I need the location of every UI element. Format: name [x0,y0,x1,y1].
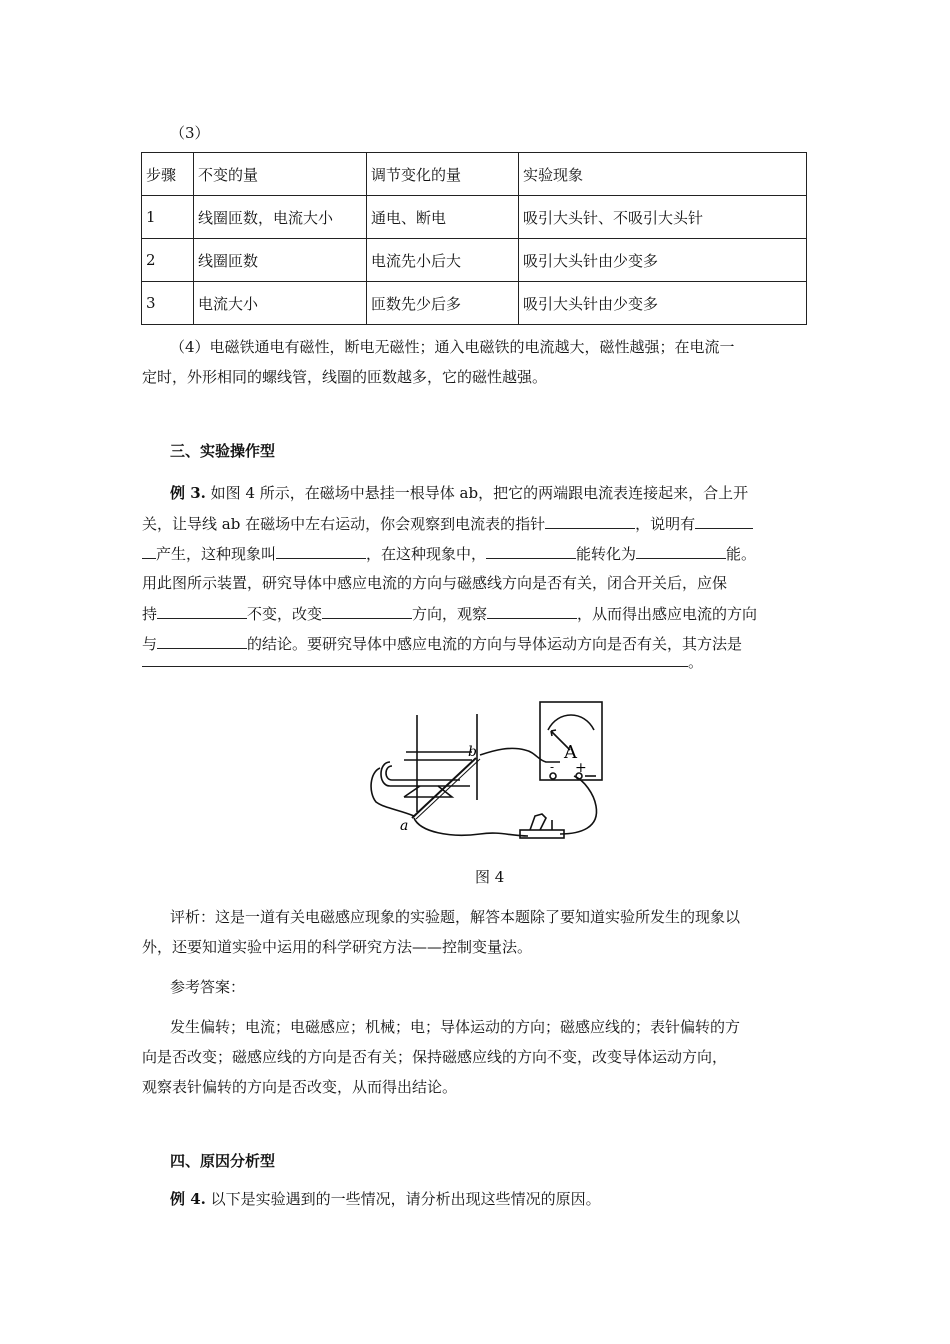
table-cell: 2 [142,239,194,282]
answer-blank [545,512,635,529]
text-segment: ，说明有 [635,515,696,533]
text-segment: 持 [142,605,158,623]
analysis-line-2: 外，还要知道实验中运用的科学研究方法——控制变量法。 [142,938,533,956]
table-cell: 线圈匝数 [194,239,367,282]
table-cell: 吸引大头针由少变多 [519,282,807,325]
answer-blank [695,512,753,529]
ammeter-scale [548,715,594,730]
example3-line-4: 用此图所示装置，研究导体中感应电流的方向与磁感线方向是否有关，闭合开关后，应保 [142,574,728,592]
answer-blank [276,542,366,559]
table-cell: 电流大小 [194,282,367,325]
switch-base [520,830,564,838]
wire [371,768,414,816]
answer-blank [486,542,576,559]
example3-line-7 [142,650,703,673]
table-row [142,239,807,282]
induction-apparatus-diagram [360,700,620,860]
table-header-row [142,153,807,196]
plus-label: + [575,760,587,776]
experiment-steps-table [141,152,807,325]
table-cell: 通电、断电 [367,196,519,239]
text-segment: ，在这种现象中， [366,545,487,563]
example3-line-3 [142,542,756,565]
example4-label: 例 4. [170,1190,206,1208]
table-cell: 吸引大头针由少变多 [519,239,807,282]
text-segment: 。 [688,653,704,671]
wire [560,776,597,834]
text-segment: 方向，观察 [412,605,488,623]
section-4-heading: 四、原因分析型 [170,1152,276,1170]
table-cell: 3 [142,282,194,325]
answer-blank [487,602,577,619]
answer-label: 参考答案： [170,978,246,996]
example4-text: 以下是实验遇到的一些情况，请分析出现这些情况的原因。 [210,1190,601,1208]
table-header-cell: 不变的量 [194,153,367,196]
wire [480,748,560,762]
part4-line-1: （4）电磁铁通电有磁性，断电无磁性；通入电磁铁的电流越大，磁性越强；在电流一 [170,338,735,356]
table-cell: 电流先小后大 [367,239,519,282]
example3-text: 如图 4 所示，在磁场中悬挂一根导体 ab，把它的两端跟电流表连接起来，合上开 [210,484,749,502]
text-segment: 不变，改变 [247,605,323,623]
answer-blank [142,542,156,559]
table-row [142,196,807,239]
ammeter-label: A [564,742,577,763]
conductor-ab [416,759,480,819]
analysis-line-1: 评析：这是一道有关电磁感应现象的实验题，解答本题除了要知道实验所发生的现象以 [170,908,741,926]
minus-label: - [550,760,555,774]
answer-line-1: 发生偏转；电流；电磁感应；机械；电；导体运动的方向；磁感应线的；表针偏转的方 [170,1018,741,1036]
text-segment: ，从而得出感应电流的方向 [577,605,758,623]
answer-line-2: 向是否改变；磁感应线的方向是否有关；保持磁感应线的方向不变，改变导体运动方向， [142,1048,728,1066]
table-row [142,282,807,325]
example3-line-5 [142,602,757,625]
label-b: b [468,744,477,760]
text-segment: 与 [142,635,158,653]
label-a: a [400,818,409,834]
table-cell: 1 [142,196,194,239]
answer-blank [157,602,247,619]
table-header-cell: 实验现象 [519,153,807,196]
example3-label: 例 3. [170,484,206,502]
wire [414,818,528,836]
part4-line-2: 定时，外形相同的螺线管，线圈的匝数越多，它的磁性越强。 [142,368,548,386]
answer-blank [157,632,247,649]
answer-blank [636,542,726,559]
answer-blank [322,602,412,619]
table-cell: 线圈匝数，电流大小 [194,196,367,239]
table-header-cell: 调节变化的量 [367,153,519,196]
figure-caption: 图 4 [475,868,505,886]
table-cell: 匝数先少后多 [367,282,519,325]
text-segment: 的结论。要研究导体中感应电流的方向与导体运动方向是否有关，其方法是 [247,635,743,653]
conductor-ab [412,758,476,818]
table-header-cell: 步骤 [142,153,194,196]
answer-blank [142,650,688,667]
section-3-heading: 三、实验操作型 [170,442,276,460]
text-segment: 能。 [726,545,757,563]
part3-label: （3） [170,124,210,142]
text-segment: 关，让导线 ab 在磁场中左右运动，你会观察到电流表的指针 [142,515,546,533]
table-cell: 吸引大头针、不吸引大头针 [519,196,807,239]
example3-line-1 [170,482,748,504]
text-segment: 能转化为 [576,545,637,563]
text-segment: 产生，这种现象叫 [156,545,277,563]
example4-line [170,1188,601,1210]
example3-line-2 [142,512,753,535]
switch-lever [530,814,546,830]
answer-line-3: 观察表针偏转的方向是否改变，从而得出结论。 [142,1078,458,1096]
